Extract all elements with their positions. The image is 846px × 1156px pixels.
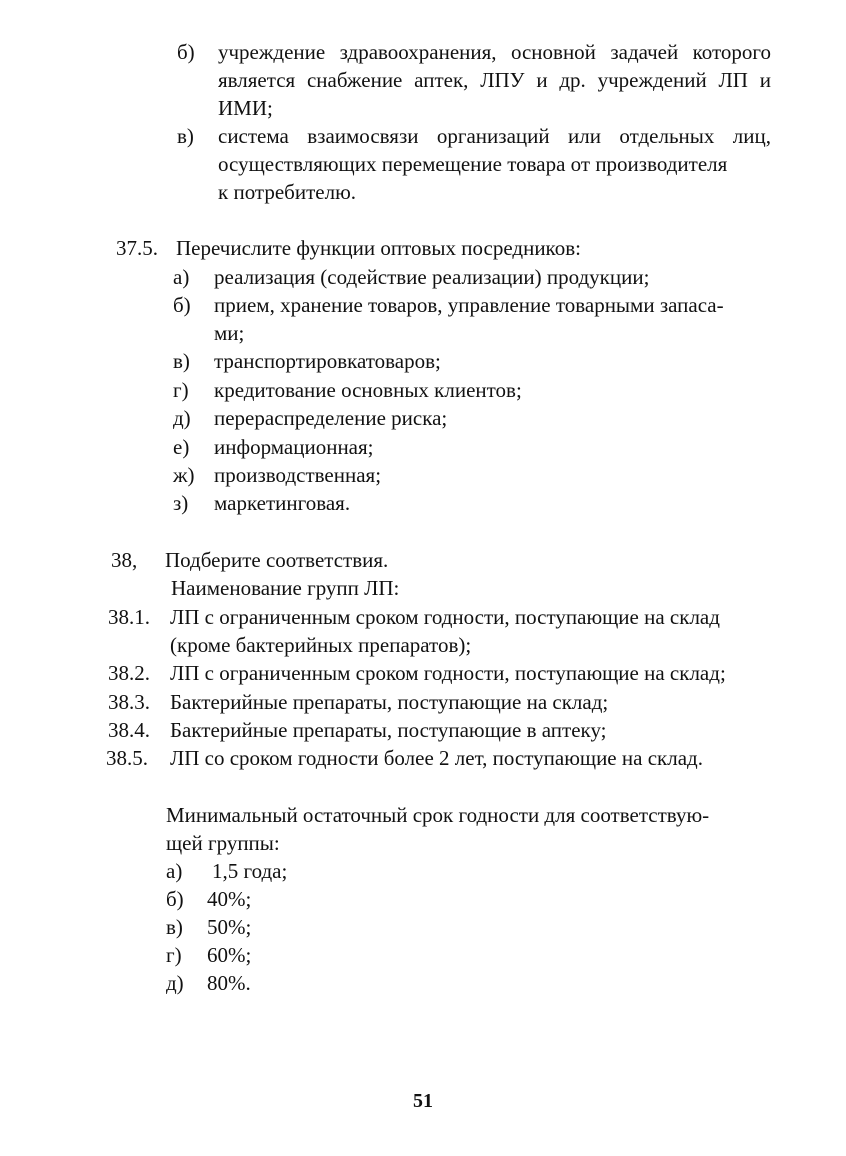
group-number: 38.3.	[108, 690, 150, 714]
option-label: б)	[173, 293, 191, 317]
option-text: реализация (содействие реализации) продукции;	[214, 265, 650, 289]
option-label: б)	[177, 40, 195, 64]
group-text: ЛП с ограниченным сроком годности, поступающие на склад	[170, 605, 720, 629]
answer-value: 60%;	[207, 943, 252, 967]
group-text: (кроме бактерийных препаратов);	[170, 633, 472, 657]
option-text: осуществляющих перемещение товара от производителя	[218, 152, 728, 176]
option-text: является снабжение аптек, ЛПУ и др. учреждений ЛП и	[218, 68, 771, 92]
option-text: прием, хранение товаров, управление товарными запаса-	[214, 293, 724, 317]
option-text: маркетинговая.	[214, 491, 351, 515]
option-text: информационная;	[214, 435, 374, 459]
option-text: учреждение здравоохранения, основной задачей которого	[218, 40, 771, 64]
group-number: 38.4.	[108, 718, 150, 742]
answer-value: 80%.	[207, 971, 251, 995]
option-label: ж)	[173, 463, 195, 487]
question-number: 37.5.	[116, 236, 158, 260]
option-text: ми;	[214, 321, 245, 345]
group-text: Бактерийные препараты, поступающие в аптеку;	[170, 718, 607, 742]
answer-label: д)	[166, 971, 184, 995]
question-number: 38,	[111, 548, 138, 572]
page-number: 51	[413, 1090, 433, 1112]
option-label: д)	[173, 406, 191, 430]
option-text: кредитование основных клиентов;	[214, 378, 522, 402]
group-text: ЛП с ограниченным сроком годности, поступающие на склад;	[170, 661, 726, 685]
question-text: Подберите соответствия.	[165, 548, 389, 572]
option-label: в)	[173, 349, 190, 373]
answer-value: 1,5 года;	[212, 859, 288, 883]
answer-label: г)	[166, 943, 182, 967]
group-number: 38.5.	[106, 746, 148, 770]
option-text: ИМИ;	[218, 96, 273, 120]
group-number: 38.2.	[108, 661, 150, 685]
answer-label: а)	[166, 859, 183, 883]
answer-value: 40%;	[207, 887, 252, 911]
document-page: б) учреждение здравоохранения, основной задачей которого является снабжение аптек, ЛПУ и др. учреждений ЛП и ИМИ; в) система взаимосвязи организаций или отдельных лиц, осуществляющих перемещение товара от производителя к потребителю. 37.5. Перечислите функции оптовых посредников: а) реализация (содействие реализации) продукции; б) прием, хранение товаров, управление товарными запаса- ми; в) транспортировкатоваров; г) кредитование основных клиентов; д) перераспределение риска; е) информационная; ж) производственная; з) маркетинговая. 38, Подберите соответствия. Наименование групп ЛП: 38.1. ЛП с ограниченным сроком годности, поступающие на склад (кроме бактерийных препаратов); 38.2. ЛП с ограниченным сроком годности, поступающие на склад; 38.3. Бактерийные препараты, поступающие на склад; 38.4. Бактерийные препараты, поступающие в аптеку; 38.5. ЛП со сроком годности более 2 лет, поступающие на склад. Минимальный остаточный срок годности для соответствую- щей группы: а) 1,5 года; б) 40%; в) 50%; г) 60%; д) 80%. 51	[0, 0, 846, 1156]
option-text: перераспределение риска;	[214, 406, 448, 430]
option-label: в)	[177, 124, 194, 148]
option-text: транспортировкатоваров;	[214, 349, 441, 373]
option-text: система взаимосвязи организаций или отдельных лиц,	[218, 124, 771, 148]
group-text: Бактерийные препараты, поступающие на склад;	[170, 690, 609, 714]
group-text: ЛП со сроком годности более 2 лет, поступающие на склад.	[170, 746, 703, 770]
option-label: е)	[173, 435, 190, 459]
option-label: з)	[173, 491, 189, 515]
option-label: а)	[173, 265, 190, 289]
option-label: г)	[173, 378, 189, 402]
question-text: Перечислите функции оптовых посредников:	[176, 236, 581, 260]
option-text: к потребителю.	[218, 180, 357, 204]
answer-label: б)	[166, 887, 184, 911]
answer-value: 50%;	[207, 915, 252, 939]
option-text: производственная;	[214, 463, 382, 487]
group-number: 38.1.	[108, 605, 150, 629]
answer-label: в)	[166, 915, 183, 939]
